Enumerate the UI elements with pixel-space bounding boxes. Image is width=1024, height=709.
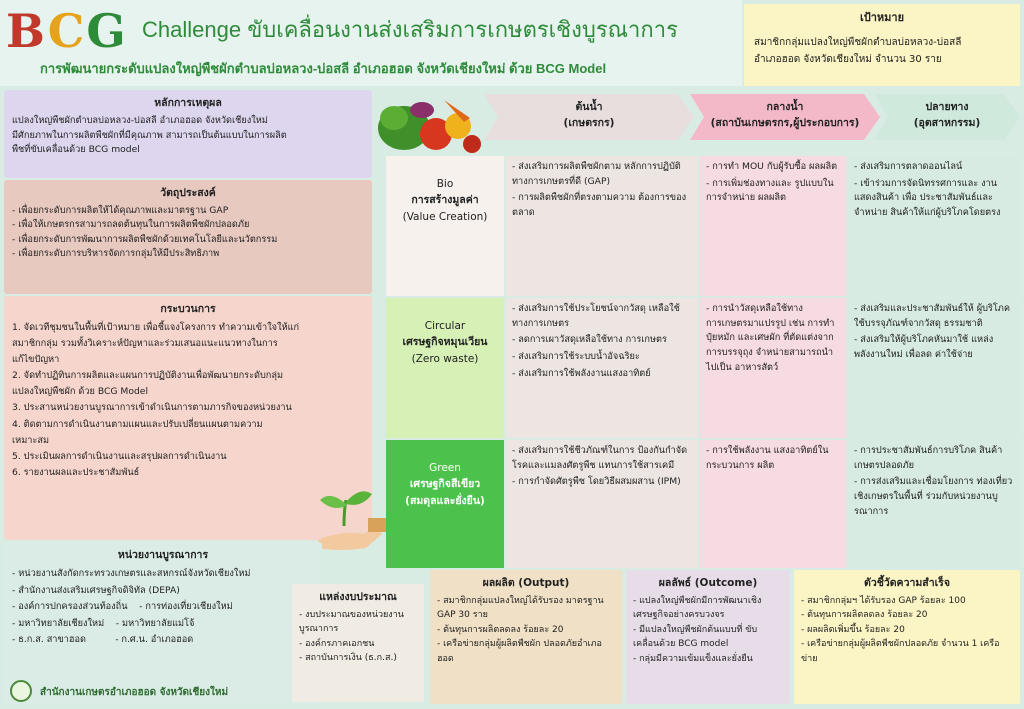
objectives-title: วัตถุประสงค์ xyxy=(160,187,216,199)
row-label-green xyxy=(386,440,504,568)
kpi-item: - สมาชิกกลุ่มฯ ได้รับรอง GAP ร้อยละ 100 xyxy=(801,596,966,606)
cell-text: - การนำวัสดุเหลือใช้ทาง การเกษตรมาแปรรูป เช่น การทำปุ๋ยหมัก และเศษผัก ที่ตัดแต่งจากการบรรจุถุง จำหน่ายสามารถนำไปเป็น อาหารสัตว์ xyxy=(706,303,835,373)
outcome-item: - มีแปลงใหญ่พืชผักต้นแบบที่ ขับเคลื่อนด้วย BCG model xyxy=(633,624,758,650)
budget-item: - งบประมาณของหน่วยงาน xyxy=(299,610,404,620)
row-label-circular xyxy=(386,298,504,438)
objective-item: - เพื่อยกระดับการพัฒนาการผลิตพืชผักด้วยเทคโนโลยีและนวัตกรรม xyxy=(12,233,278,245)
row-label-line: การสร้างมูลค่า xyxy=(411,194,479,207)
agency-item: - มหาวิทยาลัยเชียงใหม่ - มหาวิทยาลัยแม่โจ้ xyxy=(12,617,195,629)
kpi-item: - ผลผลิตเพิ่มขึ้น ร้อยละ 20 xyxy=(801,624,905,635)
stage-downstream xyxy=(874,94,1020,140)
agencies-title: หน่วยงานบูรณาการ xyxy=(117,549,209,561)
row-label-line: (Zero waste) xyxy=(411,352,479,365)
stage-label: ต้นน้ำ xyxy=(575,101,603,113)
budget-item: บูรณาการ xyxy=(299,624,339,635)
output-title: ผลผลิต (Output) xyxy=(482,577,570,589)
cell-text: - การเพิ่มช่องทางและ รูปแบบในการจำหน่าย ผลผลิต xyxy=(706,177,834,204)
outcome-item: - กลุ่มมีความเข้มแข็งและยั่งยืน xyxy=(633,653,753,664)
objective-item: - เพื่อยกระดับการผลิตให้ได้คุณภาพและมาตรฐาน GAP xyxy=(12,205,229,216)
cell-text: - การส่งเสริมและเชื่อมโยงการ ท่องเที่ยวเชิงเกษตรในพื้นที่ ร่วมกับหน่วยงานบูรณาการ xyxy=(854,476,1013,517)
agency-item: - ธ.ก.ส. สาขาฮอด - ก.ศ.น. อำเภอฮอด xyxy=(12,634,194,646)
cell-bio-midstream xyxy=(700,156,846,296)
cell-text: - การประชาสัมพันธ์การบริโภค สินค้าเกษตรปลอดภัย xyxy=(854,445,1003,471)
page-title: Challenge ขับเคลื่อนงานส่งเสริมการเกษตรเชิงบูรณาการ xyxy=(142,17,678,42)
cell-text: - ส่งเสริมให้ผู้บริโภคหันมาใช้ แหล่งพลังงานใหม่ เพื่อลด ค่าใช้จ่าย xyxy=(854,334,994,361)
cell-bio-downstream xyxy=(848,156,1020,296)
rationale-text: พืชที่ขับเคลื่อนด้วย BCG model xyxy=(12,144,140,156)
process-item: 3. ประสานหน่วยงานบูรณาการเข้าดำเนินการตามภารกิจของหน่วยงาน xyxy=(12,402,292,414)
row-label-line: Circular xyxy=(424,320,466,332)
agency-item: - องค์การปกครองส่วนท้องถิ่น - การท่องเที่ยวเชียงใหม่ xyxy=(12,601,233,613)
rationale-text: แปลงใหญ่พืชผักตำบลบ่อหลวง-บ่อสลี อำเภอฮอด จังหวัดเชียงใหม่ xyxy=(12,115,268,126)
target-title: เป้าหมาย xyxy=(859,11,905,24)
agency-emblem-icon xyxy=(10,680,32,702)
stage-label: กลางน้ำ xyxy=(766,101,804,113)
stage-midstream xyxy=(690,94,880,140)
budget-item: - องค์กรภาคเอกชน xyxy=(299,638,375,649)
cell-text: - ส่งเสริมการผลิตพืชผักตาม หลักการปฏิบัติทางการเกษตรที่ดี (GAP) xyxy=(512,161,681,187)
output-item: - เครือข่ายกลุ่มผู้ผลิตพืชผัก ปลอดภัยอำเภอฮอด xyxy=(437,639,602,664)
cell-text: - ลดการเผาวัสดุเหลือใช้ทาง การเกษตร xyxy=(512,334,667,346)
cell-circular-downstream xyxy=(848,298,1020,438)
cell-text: - ส่งเสริมการใช้ระบบน้ำอัจฉริยะ xyxy=(512,351,640,363)
process-item: สมาชิกกลุ่ม รวมทั้งวิเคราะห์ปัญหาและร่วมเสนอแนะแนวทางในการ xyxy=(12,338,278,350)
cell-text: - การผลิตพืชผักที่ตรงตามความ ต้องการของตลาด xyxy=(512,192,687,219)
outcome-box xyxy=(626,570,790,704)
kpi-box xyxy=(794,570,1020,704)
cell-text: - ส่งเสริมและประชาสัมพันธ์ให้ ผู้บริโภคใช้บรรจุภัณฑ์จากวัสดุ ธรรมชาติ xyxy=(854,303,1011,329)
cell-bio-upstream xyxy=(506,156,698,296)
page-subtitle: การพัฒนายกระดับแปลงใหญ่พืชผักตำบลบ่อหลวง-บ่อสลี อำเภอฮอด จังหวัดเชียงใหม่ ด้วย BCG Model xyxy=(40,61,607,76)
stage-sublabel: (เกษตรกร) xyxy=(563,116,615,129)
cell-circular-upstream xyxy=(506,298,698,438)
cell-text: - การทำ MOU กับผู้รับซื้อ ผลผลิต xyxy=(706,161,838,172)
cell-text: - ส่งเสริมการใช้พลังงานแสงอาทิตย์ xyxy=(512,367,651,379)
stage-upstream xyxy=(484,94,694,140)
row-label-line: Bio xyxy=(436,178,454,190)
sprout-hand-illustration xyxy=(310,486,390,556)
outcome-title: ผลลัพธ์ (Outcome) xyxy=(658,577,758,589)
objective-item: - เพื่อให้เกษตรกรสามารถลดต้นทุนในการผลิตพืชผักปลอดภัย xyxy=(12,219,250,231)
row-label-line: เศรษฐกิจหมุนเวียน xyxy=(402,336,488,349)
target-line: อำเภอฮอด จังหวัดเชียงใหม่ จำนวน 30 ราย xyxy=(754,54,942,65)
cell-green-upstream xyxy=(506,440,698,568)
cell-green-downstream xyxy=(848,440,1020,568)
cell-text: - การใช้พลังงาน แสงอาทิตย์ในกระบวนการ ผลิต xyxy=(706,445,829,471)
process-item: เหมาะสม xyxy=(12,434,50,446)
process-item: 5. ประเมินผลการดำเนินงานและสรุปผลการดำเนินงาน xyxy=(12,450,227,462)
cell-text: - ส่งเสริมการใช้ชีวภัณฑ์ในการ ป้องกันกำจัดโรคและแมลงศัตรูพืช แทนการใช้สารเคมี xyxy=(512,445,688,471)
office-footer: สำนักงานเกษตรอำเภอฮอด จังหวัดเชียงใหม่ xyxy=(40,687,229,698)
stage-label: ปลายทาง xyxy=(925,101,969,113)
kpi-item: - เครือข่ายกลุ่มผู้ผลิตพืชผักปลอดภัย จำนวน 1 เครือข่าย xyxy=(801,639,1000,664)
budget-item: - สถาบันการเงิน (ธ.ก.ส.) xyxy=(299,653,397,664)
target-box xyxy=(744,4,1020,86)
kpi-item: - ต้นทุนการผลิตลดลง ร้อยละ 20 xyxy=(801,610,928,621)
budget-title: แหล่งงบประมาณ xyxy=(319,591,397,603)
process-item: แปลงใหญ่พืชผัก ด้วย BCG Model xyxy=(12,386,149,398)
row-label-line: (สมดุลและยั่งยืน) xyxy=(405,494,485,507)
cell-green-midstream xyxy=(700,440,846,568)
output-item: - สมาชิกกลุ่มแปลงใหญ่ได้รับรอง มาตรฐาน GAP 30 ราย xyxy=(437,596,604,621)
row-label-line: (Value Creation) xyxy=(402,210,488,223)
process-item: 2. จัดทำปฏิทินการผลิตและแผนการปฏิบัติงานเพื่อพัฒนายกระดับกลุ่ม xyxy=(12,370,284,382)
kpi-title: ตัวชี้วัดความสำเร็จ xyxy=(864,577,950,589)
process-item: แก้ไขปัญหา xyxy=(12,354,60,366)
cell-text: - ส่งเสริมการใช้ประโยชน์จากวัสดุ เหลือใช้ทางการเกษตร xyxy=(512,303,680,329)
output-box xyxy=(430,570,622,704)
stage-sublabel: (อุตสาหกรรม) xyxy=(913,116,981,129)
output-item: - ต้นทุนการผลิตลดลง ร้อยละ 20 xyxy=(437,624,564,635)
target-line: สมาชิกกลุ่มแปลงใหญ่พืชผักตำบลบ่อหลวง-บ่อสลี xyxy=(754,37,962,48)
agency-item: - หน่วยงานสังกัดกระทรวงเกษตรและสหกรณ์จังหวัดเชียงใหม่ xyxy=(12,568,251,579)
rationale-text: มีศักยภาพในการผลิตพืชผักที่มีคุณภาพ สามารถเป็นต้นแบบในการผลิต xyxy=(12,129,287,141)
objective-item: - เพื่อยกระดับการบริหารจัดการกลุ่มให้มีประสิทธิภาพ xyxy=(12,247,220,259)
rationale-title: หลักการเหตุผล xyxy=(154,97,222,109)
budget-box xyxy=(292,584,424,702)
process-title: กระบวนการ xyxy=(160,303,216,315)
row-label-line: เศรษฐกิจสีเขียว xyxy=(409,478,481,491)
stage-sublabel: (สถาบันเกษตรกร,ผู้ประกอบการ) xyxy=(710,116,860,129)
process-item: 4. ติดตามการดำเนินงานตามแผนและปรับเปลี่ยนแผนตามความ xyxy=(12,418,263,430)
cell-text: - เข้าร่วมการจัดนิทรรศการและ งานแสดงสินค้า เพื่อ ประชาสัมพันธ์และจำหน่าย สินค้าให้แก่ผู้บริโภคโดยตรง xyxy=(854,177,1001,219)
outcome-item: - แปลงใหญ่พืชผักมีการพัฒนาเชิง เศรษฐกิจอย่างครบวงจร xyxy=(633,596,762,621)
process-item: 1. จัดเวทีชุมชนในพื้นที่เป้าหมาย เพื่อชี้แจงโครงการ ทำความเข้าใจให้แก่ xyxy=(12,322,300,333)
agency-item: - สำนักงานส่งเสริมเศรษฐกิจดิจิทัล (DEPA) xyxy=(12,584,180,596)
vegetables-illustration xyxy=(374,88,484,158)
process-item: 6. รายงานผลและประชาสัมพันธ์ xyxy=(12,466,140,478)
cell-text: - การกำจัดศัตรูพืช โดยวิธีผสมผสาน (IPM) xyxy=(512,476,681,488)
objectives-section xyxy=(4,180,372,294)
agencies-section xyxy=(4,542,322,706)
row-label-line: Green xyxy=(429,462,461,474)
header-banner xyxy=(0,0,742,86)
row-label-bio xyxy=(386,156,504,296)
rationale-section xyxy=(4,90,372,178)
bcg-logo: BCG xyxy=(6,4,128,58)
cell-circular-midstream xyxy=(700,298,846,438)
cell-text: - ส่งเสริมการตลาดออนไลน์ xyxy=(854,161,963,172)
